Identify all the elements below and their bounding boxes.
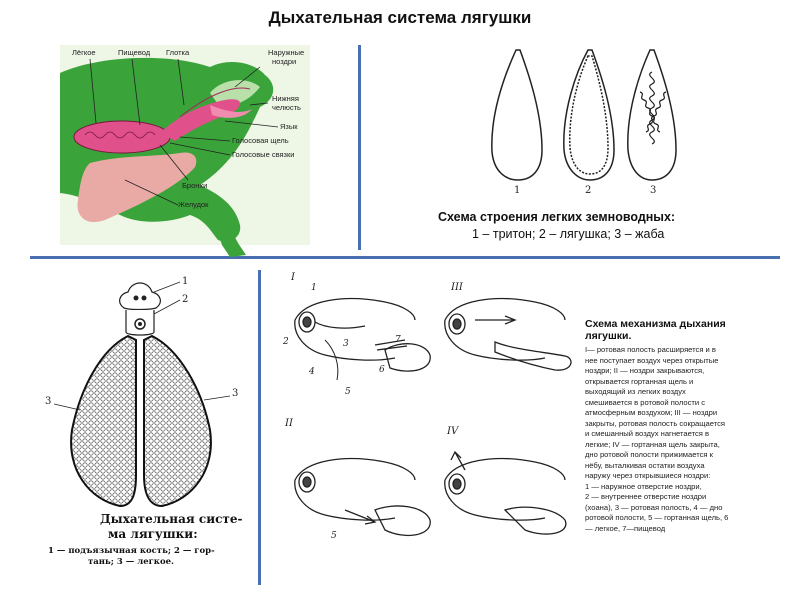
label-nostrils-1: Наружные [268,48,305,57]
resp-legend [48,546,215,568]
label-stomach: Желудок [178,200,209,209]
lung-number-2: 2 [585,185,592,196]
resp-legend-line-2: тань; 3 — легкое. [88,557,174,567]
resp-label-2: 2 [182,294,189,305]
divider-vertical-top [358,45,361,250]
part-number-4: 4 [309,367,315,377]
respiratory-system-drawing [40,270,250,510]
label-lower-jaw-2: челюсть [272,103,301,112]
label-nostrils-2: ноздри [272,57,297,66]
lungs-caption-title: Схема строения легких земноводных: [438,210,676,224]
respiratory-system-diagram [40,270,250,510]
part-number-5: 5 [345,387,351,397]
breathing-title-line-2: лягушки. [585,330,632,342]
page-title: Дыхательная система лягушки [268,8,532,27]
divider-vertical-bottom [258,270,261,585]
lungs-comparison-drawing [480,42,680,202]
lungs-comparison-diagram [480,42,680,202]
label-glottis: Голосовая щель [232,136,289,145]
label-tongue: Язык [280,122,298,131]
stage-label-3: III [451,282,463,293]
breathing-title [585,318,790,342]
label-esophagus: Пищевод [118,48,151,57]
stage-label-1: I [291,272,295,283]
lung-number-1: 1 [514,185,521,196]
breathing-title-line-1: Схема механизма дыхания [585,318,726,330]
label-bronchi: Бронхи [182,181,208,190]
stage-label-4: IV [447,426,459,437]
breathing-mechanism-drawing [275,270,575,590]
resp-caption-line-2: ма лягушки: [108,527,198,541]
part-number-6: 6 [379,365,385,375]
label-lower-jaw-1: Нижняя [272,94,299,103]
part-number-2: 2 [283,337,289,347]
part-number-1: 1 [311,283,317,293]
breathing-mechanism-description [585,318,790,534]
part-number-7: 7 [395,335,401,345]
label-lung: Лёгкое [72,48,96,57]
label-throat: Глотка [166,48,190,57]
stage-label-2: II [285,418,293,429]
frog-anatomy-diagram [60,45,310,260]
breathing-mechanism-diagram [275,270,575,590]
resp-legend-line-1: 1 — подъязычная кость; 2 — гор- [48,546,215,556]
label-vocal-cords: Голосовые связки [232,150,295,159]
part-number-5-stage-2: 5 [331,531,337,541]
resp-label-3-right: 3 [232,388,239,399]
lung-number-3: 3 [650,185,657,196]
resp-label-1: 1 [182,276,189,287]
resp-label-3-left: 3 [45,396,52,407]
lungs-caption-text: 1 – тритон; 2 – лягушка; 3 – жаба [472,227,665,241]
breathing-text: I— ротовая полость расширяется и в нее поступает воздух через открытые ноздри; II — ноздри закрываются, открывается гортанная щель и выходящий из легких воздух смешивается в ротовой полости с атмосферным воздухом; III — ноздри закрыты, ротовая полость сокращается и смешанный воздух нагнетается в легкие; IV — гортанная щель закрыта, дно ротовой полости прижимается к нёбу, выталкивая остатки воздуха наружу через открывшиеся ноздри: 1 — наружное отверстие ноздри, 2 — внутреннее отверстие ноздри (хоана), 3 — ротовая полость, 4 — дно ротовой полости, 5 — гортанная щель, 6 — легкое, 7—пищевод [585,345,729,533]
resp-caption-line-1: Дыхательная систе- [100,512,243,526]
part-number-3: 3 [343,339,349,349]
resp-caption [100,512,242,542]
